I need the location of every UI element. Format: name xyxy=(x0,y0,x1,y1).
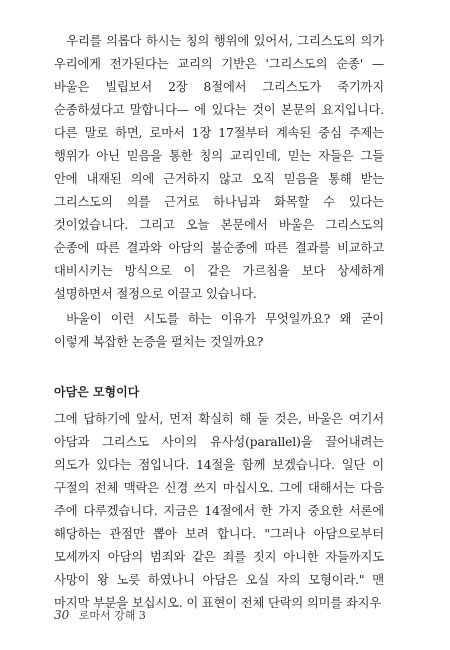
section-heading: 아담은 모형이다 xyxy=(54,385,140,399)
body-paragraph-1: 우리를 의롭다 하시는 칭의 행위에 있어서, 그리스도의 의가 우리에게 전가된다는 교리의 기반은 '그리스도의 순종' —바울은 빌립보서 2장 8절에서 그리스도가 죽기까지 순종하셨다고 말합니다— 에 있다는 것이 본문의 요지입니다. 다른 말로 하면, 로마서 1장 17절부터 계속된 중심 주제는 행위가 아닌 믿음을 통한 칭의 교리인데, 믿는 자들은 그들 안에 내재된 의에 근거하지 않고 오직 믿음을 통해 받는 그리스도의 의를 근거로 하나님과 화목할 수 있다는 것이었습니다. 그리고 오늘 본문에서 바울은 그리스도의 순종에 따른 결과와 아담의 불순종에 따른 결과를 비교하고 대비시키는 방식으로 이 같은 가르침을 보다 상세하게 설명하면서 절정으로 이끌고 있습니다. xyxy=(54,34,384,301)
page-content xyxy=(54,30,384,615)
body-paragraph-2: 바울이 이런 시도를 하는 이유가 무엇일까요? 왜 굳이 이렇게 복잡한 논증을 펼치는 것일까요? xyxy=(54,312,384,349)
page-footer xyxy=(54,607,146,623)
body-paragraph-3: 그에 답하기에 앞서, 먼저 확실히 해 둘 것은, 바울은 여기서 아담과 그리스도 사이의 유사성(parallel)을 끌어내려는 의도가 있다는 점입니다. 14절을 함께 보겠습니다. 일단 이 구절의 전체 맥락은 신경 쓰지 마십시오. 그에 대해서는 다음 주에 다루겠습니다. 지금은 14절에서 한 가지 중요한 서론에 해당하는 관점만 뽑아 보려 합니다. "그러나 아담으로부터 모세까지 아담의 범죄와 같은 죄를 짓지 아니한 자들까지도 사망이 왕 노릇 하였나니 아담은 오실 자의 모형이라." 맨 마지막 부분을 보십시오. 이 표현이 전체 단락의 의미를 좌지우 xyxy=(54,412,384,610)
page-number: 30 xyxy=(54,608,70,622)
book-title: 로마서 강해 3 xyxy=(78,609,146,622)
